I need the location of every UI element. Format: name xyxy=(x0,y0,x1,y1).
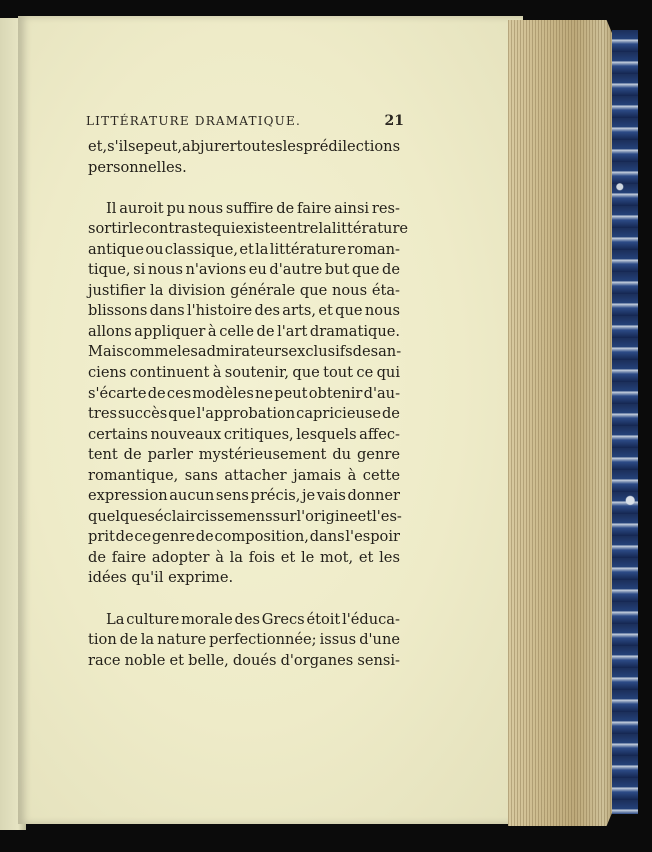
word: attacher xyxy=(224,466,287,484)
word: tout xyxy=(323,364,354,382)
word: et xyxy=(318,302,333,320)
word: précis, xyxy=(250,487,301,505)
word: division xyxy=(168,281,226,299)
word: toutes xyxy=(236,138,283,155)
word: l'approbation xyxy=(196,405,296,423)
word: soutenir, xyxy=(224,364,290,382)
word: la xyxy=(150,281,164,299)
word: de xyxy=(195,528,214,546)
word: générale xyxy=(230,281,296,299)
word: tion xyxy=(88,631,117,649)
word: auroit xyxy=(119,199,164,217)
word: peut, xyxy=(144,138,183,155)
word: continuent xyxy=(129,364,210,382)
word: de xyxy=(147,384,166,402)
word: et xyxy=(239,240,254,258)
word: de xyxy=(381,405,400,423)
word: d'organes xyxy=(280,651,354,669)
word: étoit xyxy=(306,610,341,628)
word: allons xyxy=(88,322,132,340)
word: La xyxy=(106,610,125,628)
word: s'écarte xyxy=(88,384,147,402)
word: que xyxy=(352,261,380,279)
word: et xyxy=(357,507,373,525)
word: ou xyxy=(145,240,164,258)
word: ainsi xyxy=(334,199,370,217)
word: ce xyxy=(356,364,374,382)
running-title: LITTÉRATURE DRAMATIQUE. xyxy=(86,114,301,128)
word: morale xyxy=(181,610,233,628)
text-line xyxy=(88,322,400,343)
text-line xyxy=(88,301,400,322)
page-number: 21 xyxy=(384,113,404,129)
word: admirateurs xyxy=(197,343,289,361)
word: qui xyxy=(211,220,236,238)
word: littérature xyxy=(269,240,347,258)
word: l'éduca- xyxy=(342,610,400,628)
word: nous xyxy=(147,261,183,279)
word: l'espoir xyxy=(345,528,400,546)
word: sans xyxy=(184,466,218,484)
word: nous xyxy=(332,281,368,299)
word: le xyxy=(301,548,315,566)
word: antique xyxy=(88,240,145,258)
word: ne xyxy=(255,384,274,402)
word: pu xyxy=(166,199,186,217)
word: l'art xyxy=(277,322,308,340)
word: an- xyxy=(378,343,402,361)
word: nature xyxy=(157,631,207,649)
word: cette xyxy=(362,466,400,484)
word: que xyxy=(335,302,363,320)
word: si xyxy=(133,261,146,279)
word: nous xyxy=(187,199,224,217)
word: à xyxy=(212,364,222,382)
text-line xyxy=(88,384,400,405)
word: tique, xyxy=(88,261,131,279)
word: tres xyxy=(88,405,117,423)
text-line xyxy=(88,527,400,548)
word: jamais xyxy=(293,466,342,484)
word: des xyxy=(352,343,379,361)
word: eu xyxy=(248,261,267,279)
word: romantique, xyxy=(88,466,179,484)
word: les xyxy=(282,138,304,155)
word: exclusifs xyxy=(288,343,353,361)
text-line xyxy=(88,507,400,528)
word: ce xyxy=(134,528,152,546)
word: sensi- xyxy=(357,651,400,669)
word: la xyxy=(140,631,155,649)
word: succès xyxy=(117,405,168,423)
word: abjurer xyxy=(182,138,237,155)
word: quelques xyxy=(88,507,155,525)
word: ces xyxy=(166,384,192,402)
word: je xyxy=(302,487,316,505)
text-line xyxy=(88,486,400,507)
word: prédilections xyxy=(303,138,401,155)
text-line xyxy=(88,445,400,466)
word: et xyxy=(169,651,185,669)
word: éclaircissemens xyxy=(154,507,273,525)
word: critiques, xyxy=(223,425,294,443)
word: sortir xyxy=(88,220,129,238)
word: des xyxy=(234,610,260,628)
paragraph-gap xyxy=(88,178,400,199)
text-line xyxy=(88,219,409,240)
word: s'il xyxy=(107,138,128,155)
text-line xyxy=(88,137,400,158)
text-line xyxy=(88,199,400,220)
word: arts, xyxy=(282,302,316,320)
text-line: idées qu'il exprime. xyxy=(88,569,234,587)
word: et xyxy=(280,548,296,566)
word: justifier xyxy=(88,281,146,299)
word: et xyxy=(358,548,374,566)
word: la xyxy=(255,240,269,258)
word: genre xyxy=(356,446,400,464)
word: de xyxy=(382,261,400,279)
word: modèles xyxy=(192,384,254,402)
word: suffire xyxy=(225,199,274,217)
word: parler xyxy=(147,446,193,464)
word: lesquels xyxy=(296,425,357,443)
word: Mais xyxy=(88,343,124,361)
word: vais xyxy=(316,487,346,505)
word: se xyxy=(127,138,145,155)
word: issus xyxy=(319,631,357,649)
word: tent xyxy=(88,446,118,464)
word: d'au- xyxy=(363,384,400,402)
word: peut xyxy=(274,384,308,402)
word: perfectionnée; xyxy=(209,631,317,649)
word: l'origine xyxy=(296,507,358,525)
text-line xyxy=(88,651,400,672)
text-line xyxy=(88,240,400,261)
word: du xyxy=(332,446,352,464)
text-line xyxy=(88,404,400,425)
word: expression xyxy=(88,487,168,505)
word: d'une xyxy=(359,631,400,649)
word: genre xyxy=(151,528,195,546)
word: qui xyxy=(376,364,400,382)
word: que xyxy=(168,405,196,423)
word: que xyxy=(292,364,320,382)
marbled-cover-edge xyxy=(612,30,638,814)
word: contraste xyxy=(142,220,212,238)
word: capricieuse xyxy=(296,405,382,423)
word: existe xyxy=(235,220,279,238)
word: les xyxy=(379,548,400,566)
text-line xyxy=(88,281,400,302)
word: à xyxy=(347,466,357,484)
word: sur xyxy=(272,507,297,525)
text-line xyxy=(88,260,400,281)
text-line xyxy=(88,466,400,487)
word: de xyxy=(256,322,275,340)
word: Grecs xyxy=(261,610,305,628)
word: ciens xyxy=(88,364,127,382)
word: appliquer xyxy=(134,322,206,340)
word: des xyxy=(254,302,280,320)
word: mot, xyxy=(320,548,354,566)
word: que xyxy=(299,281,328,299)
word: l'histoire xyxy=(186,302,253,320)
word: culture xyxy=(126,610,180,628)
word: mystérieusement xyxy=(198,446,327,464)
word: but xyxy=(324,261,350,279)
word: éta- xyxy=(371,281,400,299)
word: à xyxy=(207,322,217,340)
word: le xyxy=(128,220,143,238)
word: de xyxy=(115,528,134,546)
word: à xyxy=(215,548,224,566)
word: res- xyxy=(371,199,400,217)
word: classique, xyxy=(164,240,239,258)
word: Il xyxy=(106,199,117,217)
word: les xyxy=(177,343,198,361)
word: sens xyxy=(215,487,249,505)
text-line xyxy=(88,548,400,569)
word: dans xyxy=(149,302,185,320)
text-line xyxy=(88,610,400,631)
word: faire xyxy=(111,548,147,566)
word: certains xyxy=(88,425,148,443)
word: la xyxy=(318,220,332,238)
page-fore-edge xyxy=(508,20,620,826)
word: de xyxy=(123,446,142,464)
word: de xyxy=(88,548,106,566)
word: donner xyxy=(347,487,400,505)
page-header xyxy=(86,113,404,129)
word: prit xyxy=(88,528,115,546)
word: et, xyxy=(88,138,108,155)
word: obtenir xyxy=(308,384,363,402)
word: de xyxy=(119,631,138,649)
text-line xyxy=(88,342,400,363)
word: celle xyxy=(219,322,254,340)
word: nous xyxy=(364,302,400,320)
word: de xyxy=(276,199,295,217)
word: race xyxy=(88,651,121,669)
text-line xyxy=(88,425,400,446)
word: blissons xyxy=(88,302,148,320)
word: aucun xyxy=(169,487,215,505)
word: affec- xyxy=(359,425,400,443)
word: comme xyxy=(123,343,178,361)
word: l'es- xyxy=(372,507,402,525)
word: dramatique. xyxy=(309,322,400,340)
text-line xyxy=(88,630,400,651)
word: entre xyxy=(278,220,319,238)
word: noble xyxy=(124,651,166,669)
word: dans xyxy=(309,528,345,546)
word: composition, xyxy=(214,528,309,546)
word: roman- xyxy=(347,240,400,258)
word: littérature xyxy=(331,220,409,238)
text-line xyxy=(88,363,400,384)
word: belle, xyxy=(188,651,229,669)
word: adopter xyxy=(151,548,210,566)
body-text xyxy=(88,137,409,671)
text-line: personnelles. xyxy=(88,158,187,176)
word: d'autre xyxy=(269,261,323,279)
word: faire xyxy=(296,199,332,217)
paragraph-gap xyxy=(88,589,400,610)
word: la xyxy=(229,548,243,566)
word: n'avions xyxy=(185,261,247,279)
word: fois xyxy=(248,548,276,566)
word: doués xyxy=(232,651,277,669)
word: nouveaux xyxy=(150,425,222,443)
